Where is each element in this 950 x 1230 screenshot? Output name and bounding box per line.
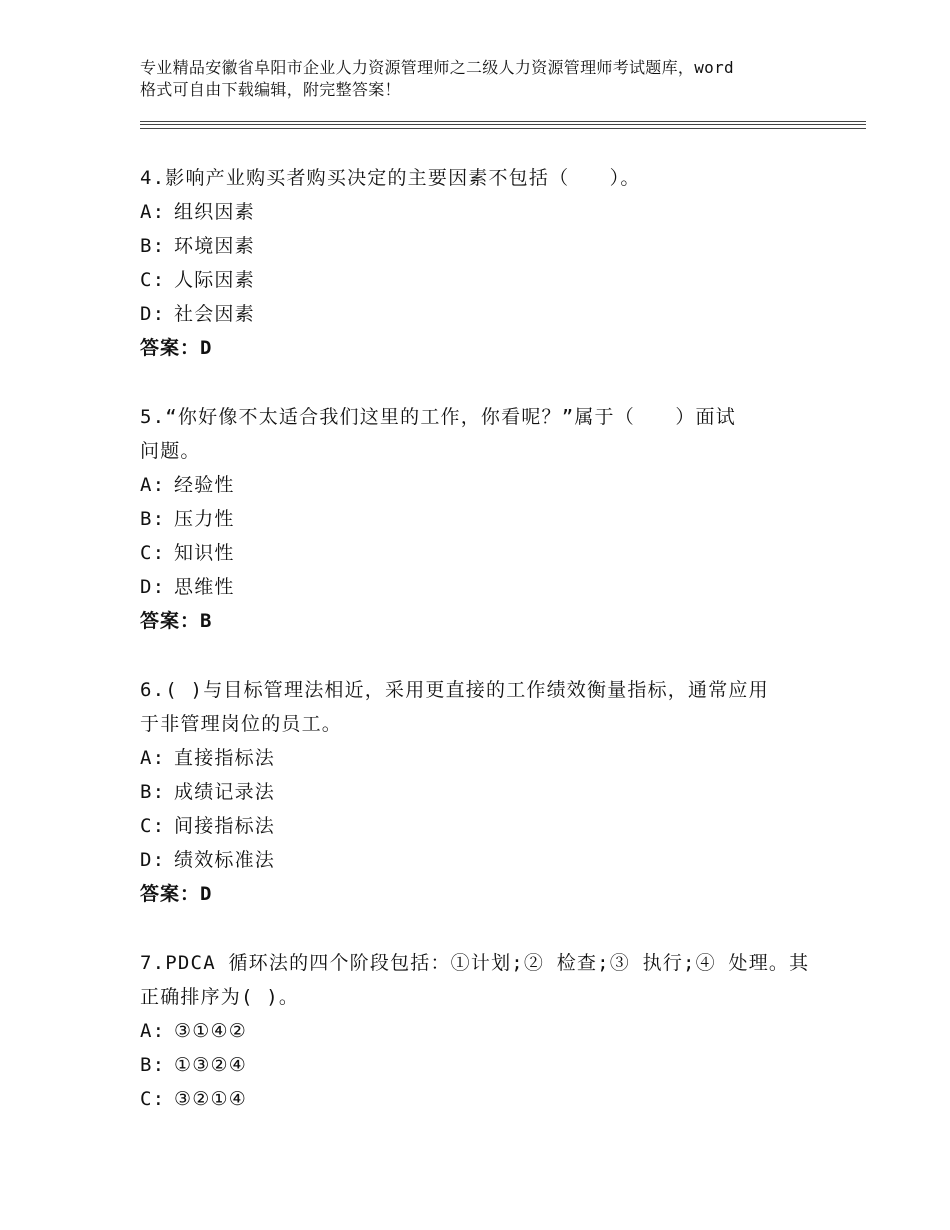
option-key: A: bbox=[140, 474, 166, 496]
option-text: 成绩记录法 bbox=[174, 781, 276, 803]
option-key: B: bbox=[140, 235, 166, 257]
option-text: 经验性 bbox=[174, 474, 235, 496]
option-a bbox=[140, 195, 810, 229]
header-title-line-2: 格式可自由下载编辑，附完整答案！ bbox=[140, 80, 401, 99]
option-text: 组织因素 bbox=[174, 201, 255, 223]
question-stem-line: 问题。 bbox=[140, 440, 201, 462]
option-text: ③②①④ bbox=[174, 1088, 247, 1110]
option-text: 环境因素 bbox=[174, 235, 255, 257]
question-stem-line: 4.影响产业购买者购买决定的主要因素不包括（ ）。 bbox=[140, 167, 641, 189]
question-7 bbox=[140, 946, 810, 1116]
option-a bbox=[140, 468, 810, 502]
option-c bbox=[140, 536, 810, 570]
option-key: C: bbox=[140, 1088, 166, 1110]
question-5 bbox=[140, 400, 810, 638]
question-stem bbox=[140, 400, 810, 468]
answer-label: 答案：D bbox=[140, 337, 213, 359]
question-4 bbox=[140, 161, 810, 365]
option-c bbox=[140, 809, 810, 843]
option-key: B: bbox=[140, 1054, 166, 1076]
option-b bbox=[140, 502, 810, 536]
option-text: 直接指标法 bbox=[174, 747, 276, 769]
option-text: 绩效标准法 bbox=[174, 849, 276, 871]
option-key: C: bbox=[140, 269, 166, 291]
header-divider-middle bbox=[140, 124, 866, 125]
question-6 bbox=[140, 673, 810, 911]
option-text: 间接指标法 bbox=[174, 815, 276, 837]
option-d bbox=[140, 843, 810, 877]
option-d bbox=[140, 297, 810, 331]
question-stem bbox=[140, 161, 810, 195]
option-c bbox=[140, 1082, 810, 1116]
option-key: D: bbox=[140, 849, 166, 871]
option-text: 思维性 bbox=[174, 576, 235, 598]
answer-label: 答案：B bbox=[140, 610, 213, 632]
option-b bbox=[140, 775, 810, 809]
option-a bbox=[140, 741, 810, 775]
option-b bbox=[140, 1048, 810, 1082]
option-text: 人际因素 bbox=[174, 269, 255, 291]
option-key: D: bbox=[140, 303, 166, 325]
option-key: A: bbox=[140, 747, 166, 769]
option-key: A: bbox=[140, 201, 166, 223]
option-key: B: bbox=[140, 508, 166, 530]
question-stem-line: 7.PDCA 循环法的四个阶段包括：①计划;② 检查;③ 执行;④ 处理。其 bbox=[140, 952, 810, 974]
question-stem bbox=[140, 946, 810, 1014]
option-d bbox=[140, 570, 810, 604]
answer-label: 答案：D bbox=[140, 883, 213, 905]
option-b bbox=[140, 229, 810, 263]
option-key: C: bbox=[140, 542, 166, 564]
option-text: ①③②④ bbox=[174, 1054, 247, 1076]
option-c bbox=[140, 263, 810, 297]
option-a bbox=[140, 1014, 810, 1048]
option-text: ③①④② bbox=[174, 1020, 247, 1042]
option-key: B: bbox=[140, 781, 166, 803]
option-key: C: bbox=[140, 815, 166, 837]
header-divider-top bbox=[140, 121, 866, 122]
question-stem bbox=[140, 673, 810, 741]
option-text: 知识性 bbox=[174, 542, 235, 564]
header-divider-bottom bbox=[140, 128, 866, 129]
header-title-line-1: 专业精品安徽省阜阳市企业人力资源管理师之二级人力资源管理师考试题库，word bbox=[140, 58, 734, 77]
option-key: D: bbox=[140, 576, 166, 598]
question-stem-line: 5.“你好像不太适合我们这里的工作，你看呢？”属于（ ）面试 bbox=[140, 406, 736, 428]
option-text: 社会因素 bbox=[174, 303, 255, 325]
question-stem-line: 正确排序为( )。 bbox=[140, 986, 300, 1008]
document-header bbox=[140, 57, 830, 101]
question-stem-line: 于非管理岗位的员工。 bbox=[140, 713, 343, 735]
option-text: 压力性 bbox=[174, 508, 235, 530]
question-stem-line: 6.( )与目标管理法相近，采用更直接的工作绩效衡量指标，通常应用 bbox=[140, 679, 769, 701]
option-key: A: bbox=[140, 1020, 166, 1042]
